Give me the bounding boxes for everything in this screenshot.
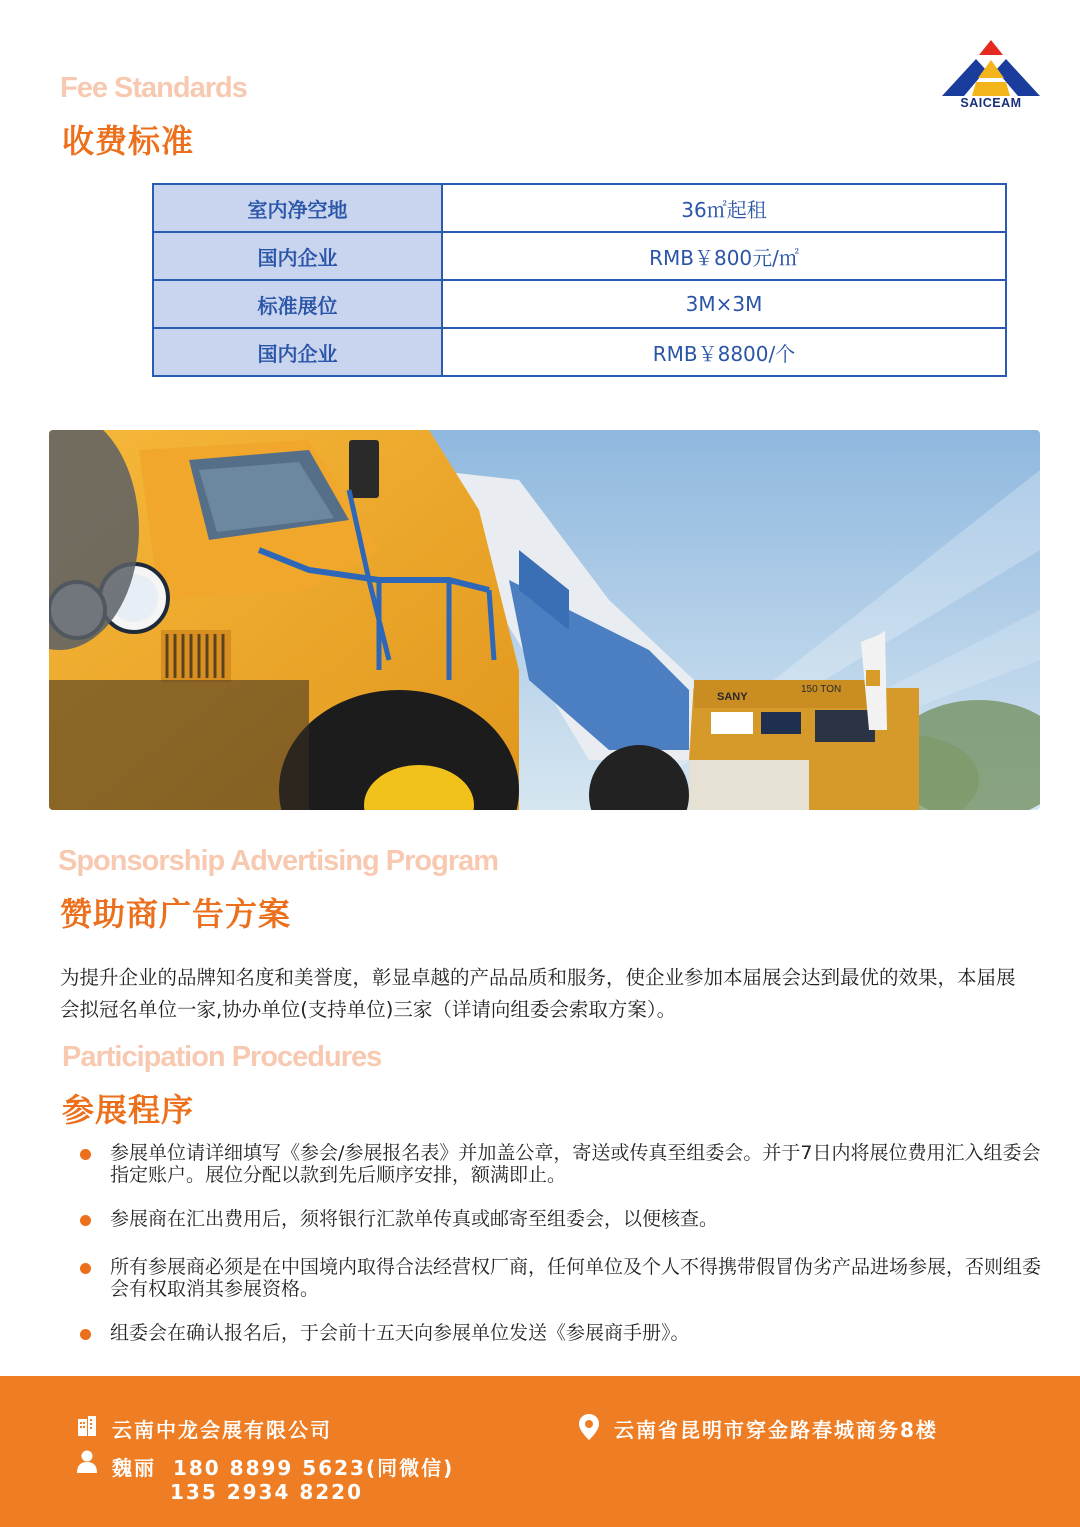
sponsor-title-cn: 赞助商广告方案 (60, 895, 292, 933)
table-row (153, 232, 1006, 280)
list-item (80, 1322, 1050, 1344)
sign-brand-text: SANY (717, 691, 748, 703)
person-icon (76, 1450, 98, 1474)
building-icon (76, 1415, 98, 1437)
fee-label: 标准展位 (153, 280, 442, 328)
procedure-text: 参展商在汇出费用后，须将银行汇款单传真或邮寄至组委会，以便核查。 (110, 1208, 719, 1230)
procedure-text: 所有参展商必须是在中国境内取得合法经营权厂商，任何单位及个人不得携带假冒伪劣产品进场参展，否则组委会有权取消其参展资格。 (110, 1256, 1042, 1300)
sponsor-title-en: Sponsorship Advertising Program (58, 845, 499, 877)
address-text: 云南省昆明市穿金路春城商务8楼 (614, 1418, 938, 1442)
fee-table (152, 183, 1007, 377)
fee-value: 3M×3M (442, 280, 1006, 328)
fee-title-en: Fee Standards (60, 72, 247, 104)
logo-mark-icon (936, 38, 1046, 98)
bullet-dot-icon (80, 1263, 91, 1274)
fee-label: 国内企业 (153, 328, 442, 376)
table-row (153, 184, 1006, 232)
contact-footer (0, 1376, 1080, 1527)
phone-secondary[interactable]: 135 2934 8220 (170, 1480, 364, 1504)
table-row (153, 280, 1006, 328)
location-pin-icon (578, 1413, 600, 1441)
bullet-dot-icon (80, 1149, 91, 1160)
contact-name: 魏丽 (112, 1456, 156, 1480)
sign-capacity-text: 150 TON (801, 684, 842, 695)
procedure-text: 组委会在确认报名后，于会前十五天向参展单位发送《参展商手册》。 (110, 1322, 690, 1344)
procedures-title-en: Participation Procedures (62, 1041, 382, 1073)
list-item (80, 1256, 1050, 1300)
procedures-title-cn: 参展程序 (62, 1091, 195, 1129)
mining-truck-photo (49, 430, 1040, 810)
fee-title-cn: 收费标准 (62, 122, 195, 160)
logo-text: SAICEAM (960, 96, 1022, 110)
saiceam-logo (936, 38, 1046, 114)
bullet-dot-icon (80, 1329, 91, 1340)
list-item (80, 1142, 1050, 1186)
sponsor-description: 为提升企业的品牌知名度和美誉度，彰显卓越的产品品质和服务，使企业参加本届展会达到最优的效果，本届展会拟冠名单位一家,协办单位(支持单位)三家（详请向组委会索取方案）。 (60, 966, 1016, 1021)
table-row (153, 328, 1006, 376)
fee-label: 室内净空地 (153, 184, 442, 232)
fee-value: RMB￥8800/个 (442, 328, 1006, 376)
phone-primary[interactable]: 180 8899 5623(同微信) (172, 1456, 455, 1480)
fee-label: 国内企业 (153, 232, 442, 280)
fee-value: 36㎡起租 (442, 184, 1006, 232)
procedure-list (80, 1142, 1050, 1344)
list-item (80, 1208, 1050, 1230)
contact-person (112, 1452, 454, 1481)
company-name: 云南中龙会展有限公司 (112, 1418, 332, 1442)
procedure-text: 参展单位请详细填写《参会/参展报名表》并加盖公章，寄送或传真至组委会。并于7日内将展位费用汇入组委会指定账户。展位分配以款到先后顺序安排，额满即止。 (110, 1142, 1041, 1186)
fee-value: RMB￥800元/㎡ (442, 232, 1006, 280)
bullet-dot-icon (80, 1215, 91, 1226)
